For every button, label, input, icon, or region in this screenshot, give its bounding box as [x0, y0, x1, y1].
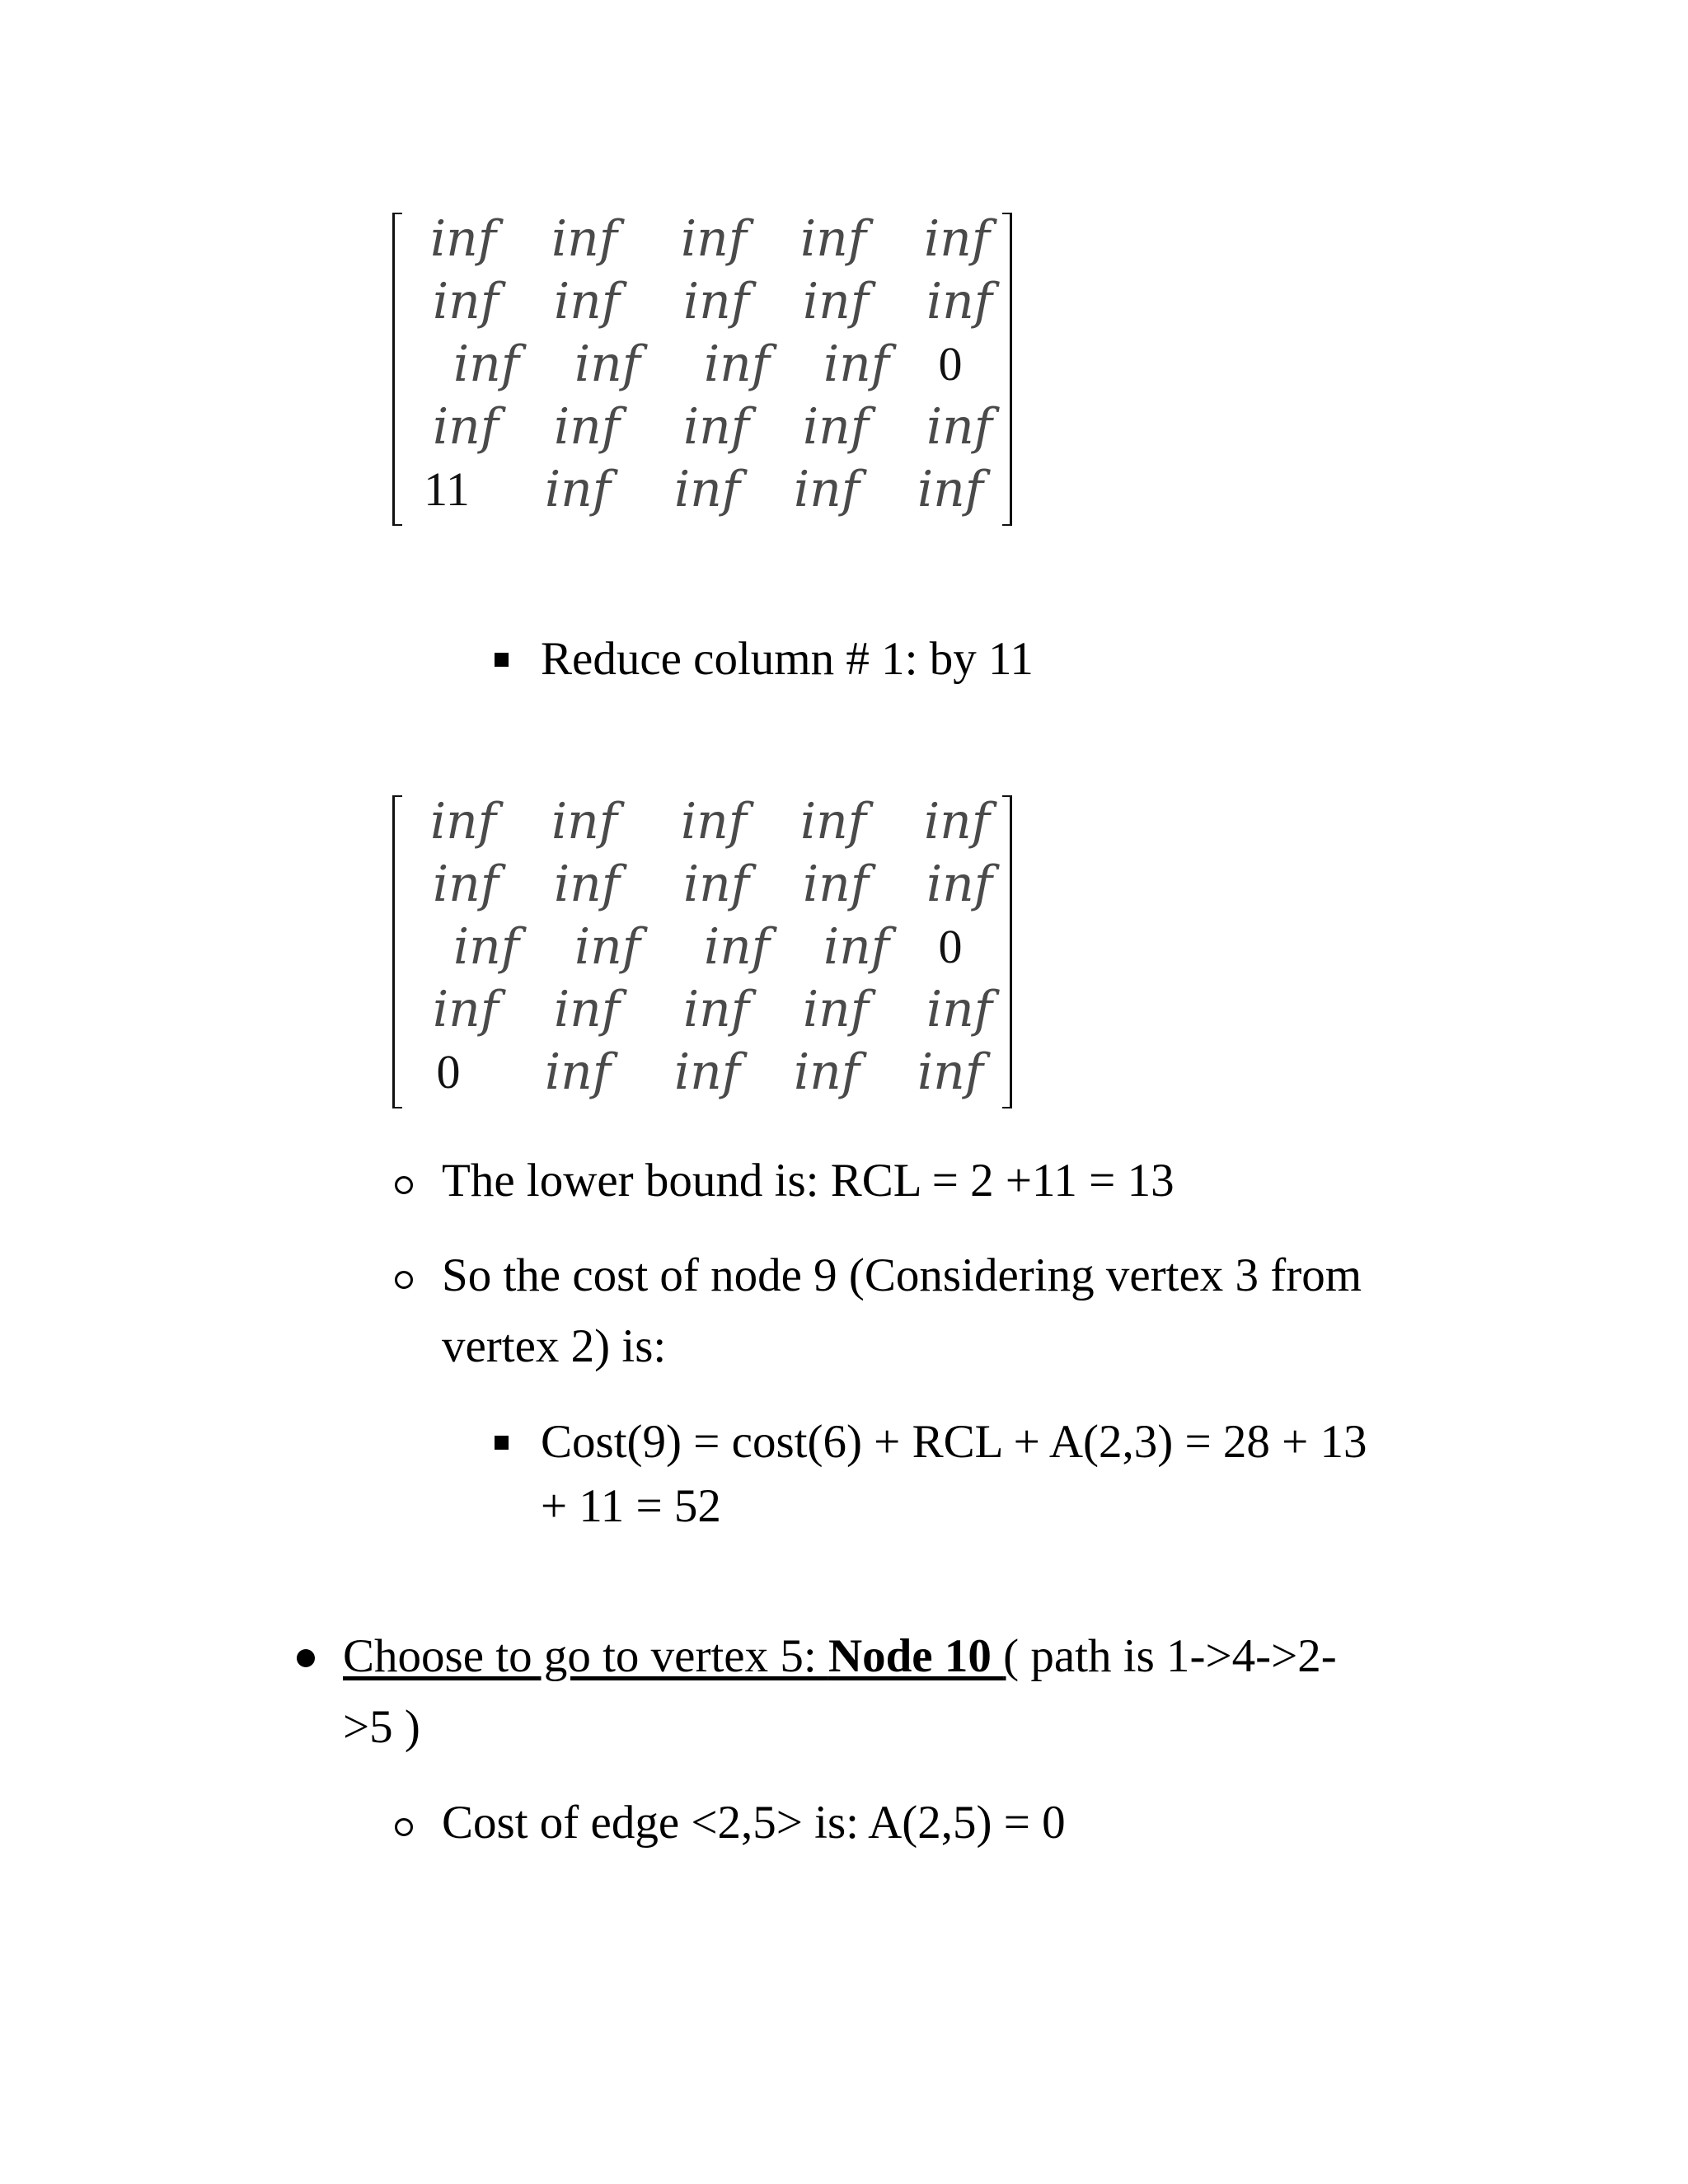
matrix-cell: inf	[923, 793, 991, 851]
matrix-left-bracket	[392, 213, 402, 526]
matrix-cell: inf	[544, 1043, 612, 1101]
matrix-cell: inf	[452, 918, 520, 976]
matrix-cell: inf	[551, 210, 618, 268]
choose-vertex-line: Choose to go to vertex 5: Node 10 ( path is 1->4->2-	[343, 1632, 1337, 1681]
matrix-cell: inf	[680, 793, 748, 851]
circle-bullet-icon	[395, 1271, 413, 1289]
matrix-cell: inf	[799, 210, 867, 268]
matrix-cell: 11	[424, 462, 470, 516]
matrix-cell: inf	[551, 793, 618, 851]
matrix-cell: inf	[432, 855, 499, 913]
matrix-cell: inf	[917, 1043, 984, 1101]
reduce-column-line: Reduce column # 1: by 11	[541, 635, 1034, 684]
matrix-cell: inf	[544, 461, 612, 518]
matrix-cell: inf	[682, 273, 750, 330]
matrix-left-bracket	[392, 795, 402, 1108]
matrix-cell: inf	[793, 1043, 860, 1101]
matrix-cell: inf	[432, 273, 499, 330]
matrix-after-reduction	[392, 795, 1019, 1108]
cost9-formula-line: Cost(9) = cost(6) + RCL + A(2,3) = 28 + 13	[541, 1418, 1367, 1467]
circle-bullet-icon	[395, 1176, 413, 1194]
matrix-cell: inf	[926, 981, 993, 1038]
matrix-cell: inf	[673, 1043, 741, 1101]
matrix-cell: inf	[926, 273, 993, 330]
cost-node9-line: So the cost of node 9 (Considering vertex 3 from	[442, 1251, 1362, 1301]
matrix-cell: inf	[429, 210, 497, 268]
matrix-cell: inf	[823, 918, 890, 976]
matrix-cell: inf	[429, 793, 497, 851]
matrix-cell: inf	[802, 981, 870, 1038]
matrix-before-reduction	[392, 210, 1019, 526]
matrix-cell: inf	[823, 335, 890, 393]
circle-bullet-icon	[395, 1818, 413, 1836]
matrix-cell: inf	[802, 398, 870, 456]
matrix-cell: inf	[553, 398, 621, 456]
matrix-cell: 0	[938, 920, 963, 973]
matrix-cell: inf	[703, 918, 771, 976]
matrix-cell: inf	[926, 855, 993, 913]
edge-cost-line: Cost of edge <2,5> is: A(2,5) = 0	[442, 1798, 1066, 1848]
matrix-cell: inf	[553, 981, 621, 1038]
square-bullet-icon	[495, 1436, 509, 1450]
matrix-cell: inf	[682, 398, 750, 456]
matrix-cell: inf	[432, 398, 499, 456]
matrix-cell: inf	[926, 398, 993, 456]
matrix-cell: inf	[673, 461, 741, 518]
matrix-cell: inf	[432, 981, 499, 1038]
lower-bound-line: The lower bound is: RCL = 2 +11 = 13	[442, 1156, 1175, 1206]
matrix-cell: inf	[703, 335, 771, 393]
matrix-cell: inf	[917, 461, 984, 518]
matrix-cell: inf	[802, 855, 870, 913]
matrix-cell: inf	[682, 981, 750, 1038]
matrix-cell: inf	[574, 918, 641, 976]
matrix-cell: inf	[553, 855, 621, 913]
matrix-cell: inf	[923, 210, 991, 268]
choose-vertex-line-continued: >5 )	[343, 1701, 420, 1753]
cost9-formula-line-continued: + 11 = 52	[541, 1480, 721, 1532]
matrix-cell: 0	[938, 337, 963, 391]
matrix-cell: inf	[682, 855, 750, 913]
matrix-cell: 0	[436, 1045, 461, 1099]
matrix-cell: inf	[574, 335, 641, 393]
matrix-right-bracket	[1002, 213, 1012, 526]
matrix-cell: inf	[680, 210, 748, 268]
matrix-right-bracket	[1002, 795, 1012, 1108]
matrix-cell: inf	[802, 273, 870, 330]
matrix-cell: inf	[799, 793, 867, 851]
matrix-cell: inf	[553, 273, 621, 330]
square-bullet-icon	[495, 653, 509, 667]
matrix-cell: inf	[452, 335, 520, 393]
dot-bullet-icon	[297, 1649, 315, 1667]
matrix-cell: inf	[793, 461, 860, 518]
cost-node9-line-continued: vertex 2) is:	[442, 1320, 667, 1372]
